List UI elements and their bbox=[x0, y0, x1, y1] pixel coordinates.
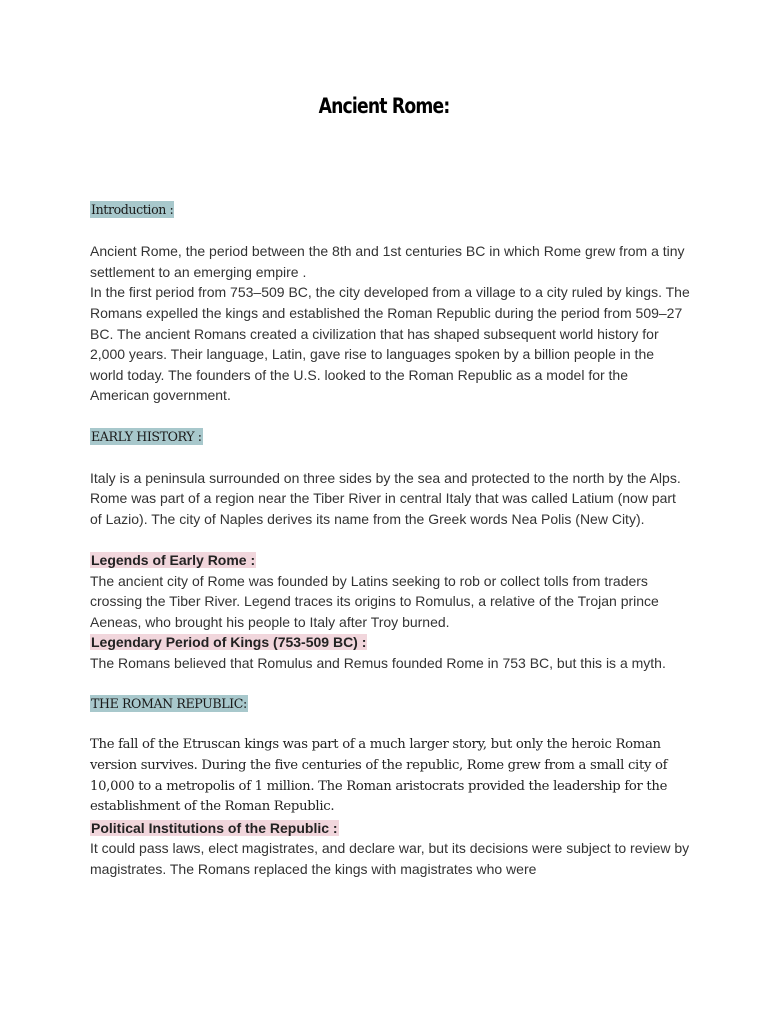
institutions-paragraph: It could pass laws, elect magistrates, and declare war, but its decisions were subject to review by magistrates. The Romans replaced the kings with magistrates who were bbox=[90, 840, 690, 877]
legends-paragraph: The ancient city of Rome was founded by Latins seeking to rob or collect tolls from traders crossing the Tiber River. Legend traces its origins to Romulus, a relative of the Trojan prince Aeneas, who brought his people to Italy after Troy burned. bbox=[90, 572, 659, 630]
institutions-heading-text: Political Institutions of the Republic : bbox=[91, 819, 338, 836]
subheading-institutions bbox=[90, 818, 690, 839]
introduction-heading-text: Introduction : bbox=[91, 202, 174, 217]
section-heading-republic bbox=[90, 694, 690, 715]
legends-heading-text: Legends of Early Rome : bbox=[91, 552, 256, 569]
subheading-legends bbox=[90, 550, 690, 571]
section-heading-introduction bbox=[90, 200, 690, 221]
early-history-paragraph: Italy is a peninsula surrounded on three sides by the sea and protected to the north by the Alps. Rome was part of a region near the Tiber River in central Italy that was called Latium (now part of Lazio). The city of Naples derives its name from the Greek words Nea Polis (New City). bbox=[90, 469, 681, 527]
subheading-kings bbox=[90, 632, 690, 653]
section-heading-early-history bbox=[90, 427, 690, 448]
introduction-paragraph-1: Ancient Rome, the period between the 8th and 1st centuries BC in which Rome grew from a tiny settlement to an emerging empire . bbox=[90, 243, 685, 280]
early-history-heading-text: EARLY HISTORY : bbox=[91, 428, 202, 444]
introduction-paragraph-2: In the first period from 753–509 BC, the city developed from a village to a city ruled by kings. The Romans expelled the kings and established the Roman Republic during the period from 509–27 BC. The ancient Romans created a civilization that has shaped subsequent world history for 2,000 years. Their language, Latin, gave rise to languages spoken by a billion people in the world today. The founders of the U.S. looked to the Roman Republic as a model for the American government. bbox=[90, 284, 690, 404]
kings-heading-text: Legendary Period of Kings (753-509 BC) : bbox=[91, 634, 367, 651]
republic-paragraph: The fall of the Etruscan kings was part of a much larger story, but only the heroic Roman version survives. During the five centuries of the republic, Rome grew from a small city of 10,000 to a metropolis of 1 million. The Roman aristocrats provided the leadership for the establishment of the Roman Republic. bbox=[90, 737, 668, 815]
document-body bbox=[90, 200, 690, 880]
kings-paragraph: The Romans believed that Romulus and Remus founded Rome in 753 BC, but this is a myth. bbox=[90, 655, 666, 672]
republic-heading-text: THE ROMAN REPUBLIC: bbox=[91, 696, 247, 712]
page-title: Ancient Rome: bbox=[318, 94, 450, 118]
